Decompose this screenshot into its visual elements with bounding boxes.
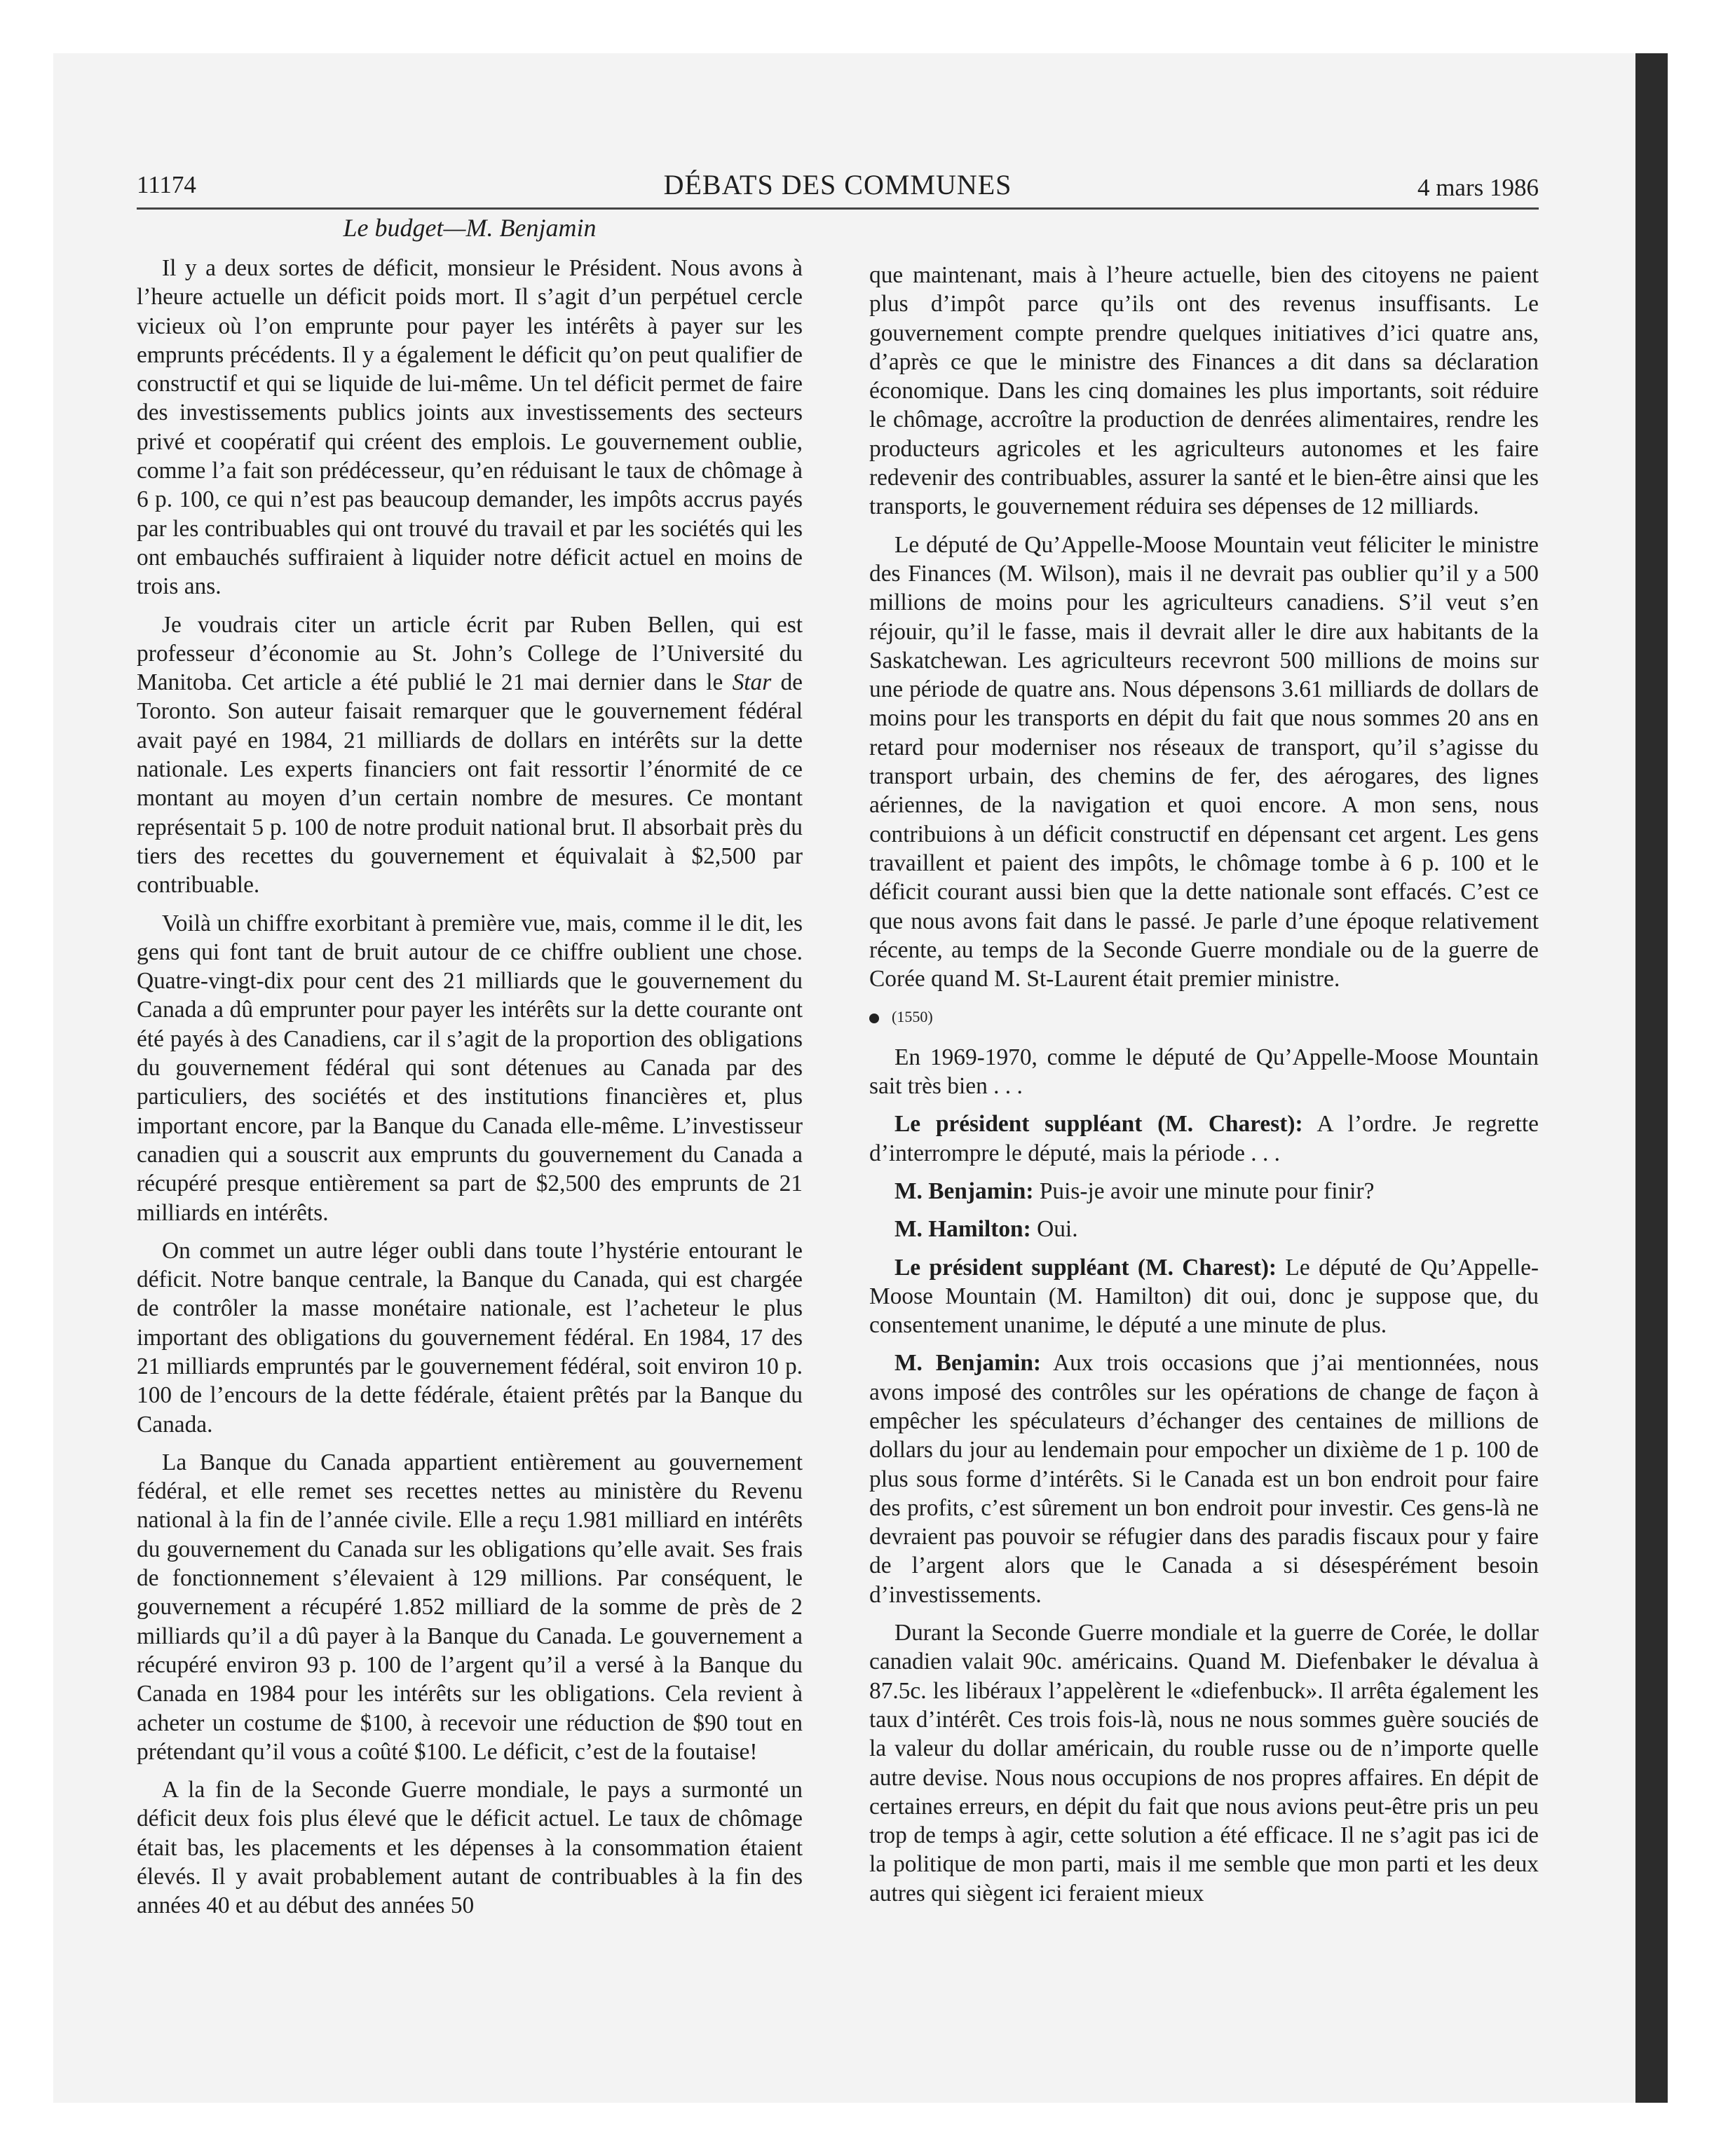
speech: M. Benjamin: Puis-je avoir une minute pour finir? [894, 1178, 1375, 1204]
speaker-name: M. Benjamin: [894, 1178, 1034, 1204]
paragraph: Il y a deux sortes de déficit, monsieur le Président. Nous avons à l’heure actuelle un déficit poids mort. Il s’agit d’un perpétuel cercle vicieux où l’on emprunte pour payer les intérêts à payer sur les emprunts précédents. Il y a également le déficit qu’on peut qualifier de constructif et qui se liquide de lui-même. Un tel déficit permet de faire des investissements publics joints aux investissements des secteurs privé et coopératif qui créent des emplois. Le gouvernement oublie, comme l’a fait son prédécesseur, qu’en réduisant le taux de chômage à 6 p. 100, ce qui n’est pas beaucoup demander, les impôts accrus payés par les contribuables qui ont trouvé du travail et par les sociétés qui les ont embauchés suffiraient à liquider notre déficit actuel en moins de trois ans. [137, 255, 803, 600]
speaker-name: Le président suppléant (M. Charest): [894, 1111, 1303, 1138]
bullet-icon [869, 1014, 879, 1023]
paragraph: que maintenant, mais à l’heure actuelle, bien des citoyens ne paient plus d’impôt parce qu’ils ont des revenus insuffisants. Le gouvernement compte prendre quelques initiatives d’ici quatre ans, d’après ce que le ministre des Finances a dit dans sa déclaration économique. Dans les cinq domaines les plus importants, soit réduire le chômage, accroître la production de denrées alimentaires, rendre les producteurs agricoles et les agriculteurs autonomes et les faire redevenir des contribuables, assurer la santé et le bien-être ainsi que les transports, le gouvernement réduira ses dépenses de 12 milliards. [869, 262, 1539, 520]
page-header [137, 168, 1539, 210]
speech: M. Benjamin: Aux trois occasions que j’ai mentionnées, nous avons imposé des contrôles sur les opérations de change de façon à empêcher les spéculateurs d’échanger des centaines de millions de dollars du jour au lendemain pour empocher un dixième de 1 p. 100 de plus sous forme d’intérêts. Si le Canada est un bon endroit pour faire des profits, c’est sûrement un bon endroit pour investir. Ces gens-là ne devraient pas pouvoir se réfugier dans des paradis fiscaux pour y faire de l’argent alors que le Canada a si désespérément besoin d’investissements. [869, 1350, 1539, 1608]
speech: Le président suppléant (M. Charest): A l’ordre. Je regrette d’interrompre le député, mais la période . . . [869, 1111, 1539, 1166]
left-column [137, 254, 803, 1930]
speaker-name: M. Benjamin: [894, 1350, 1042, 1377]
paragraph: A la fin de la Seconde Guerre mondiale, le pays a surmonté un déficit deux fois plus élevé que le déficit actuel. Le taux de chômage était bas, les placements et les dépenses à la consommation étaient élevés. Il y avait probablement autant de contribuables à la fin des années 40 et au début des années 50 [137, 1777, 803, 1919]
newspaper-name: Star [732, 669, 772, 696]
speech: M. Hamilton: Oui. [894, 1216, 1078, 1243]
page-number: 11174 [137, 171, 196, 198]
publication-title: DÉBATS DES COMMUNES [663, 169, 1012, 200]
paragraph: On commet un autre léger oubli dans toute l’hystérie entourant le déficit. Notre banque centrale, la Banque du Canada, qui est chargée de contrôler la masse monétaire nationale, est l’acheteur le plus important des obligations du gouvernement fédéral. En 1984, 17 des 21 milliards empruntés par le gouvernement fédéral, soit environ 10 p. 100 de l’encours de la dette fédérale, étaient prêtés par la Banque du Canada. [137, 1237, 803, 1438]
publication-date: 4 mars 1986 [1417, 174, 1539, 201]
speech: Le président suppléant (M. Charest): Le député de Qu’Appelle-Moose Mountain (M. Hamilton) dit oui, donc je suppose que, du consentement unanime, le député a une minute de plus. [869, 1254, 1539, 1339]
section-subheading: Le budget—M. Benjamin [343, 214, 597, 242]
speaker-name: Le président suppléant (M. Charest): [894, 1254, 1277, 1281]
paragraph: Je voudrais citer un article écrit par Ruben Bellen, qui est professeur d’économie au St. John’s College de l’Université du Manitoba. Cet article a été publié le 21 mai dernier dans le Star de Toronto. Son auteur faisait remarquer que le gouvernement fédéral avait payé en 1984, 21 milliards de dollars en intérêts sur la dette nationale. Les experts financiers ont fait ressortir l’énormité de ce montant au moyen d’un certain nombre de mesures. Ce montant représentait 5 p. 100 de notre produit national brut. Il absorbait près du tiers des recettes du gouvernement et équivalait à $2,500 par contribuable. [137, 611, 803, 899]
paragraph: Le député de Qu’Appelle-Moose Mountain veut féliciter le ministre des Finances (M. Wilson), mais il ne devrait pas oublier qu’il y a 500 millions de moins pour les agriculteurs canadiens. S’il veut s’en réjouir, qu’il le fasse, mais il devrait aller le dire aux habitants de la Saskatchewan. Les agriculteurs recevront 500 millions de moins sur une période de quatre ans. Nous dépensons 3.61 milliards de dollars de moins pour les transports en dépit du fait que nous sommes 20 ans en retard pour moderniser nos réseaux de transport, qu’il s’agisse du transport urbain, des chemins de fer, des aérogares, des lignes aériennes, de la navigation et quoi encore. A mon sens, nous contribuions à un déficit constructif en dépensant cet argent. Les gens travaillent et paient des impôts, le chômage tombe à 6 p. 100 et le déficit courant aussi bien que la dette nationale sont effacés. C’est ce que nous avons fait dans le passé. Je parle d’une époque relativement récente, au temps de la Seconde Guerre mondiale ou de la guerre de Corée quand M. St-Laurent était premier ministre. [869, 531, 1539, 992]
right-column [869, 261, 1539, 1917]
speaker-name: M. Hamilton: [894, 1216, 1031, 1243]
paragraph: Voilà un chiffre exorbitant à première vue, mais, comme il le dit, les gens qui font tant de bruit autour de ce chiffre oublient une chose. Quatre-vingt-dix pour cent des 21 milliards que le gouvernement du Canada a dû emprunter pour payer les intérêts sur la dette courante ont été payés à des Canadiens, car il s’agit de la proportion des obligations du gouvernement fédéral qui sont détenues au Canada par des particuliers, des sociétés et des institutions financières et, plus important encore, par la Banque du Canada elle-même. L’investisseur canadien qui a souscrit aux emprunts du gouvernement du Canada a récupéré presque entièrement sa part de $2,500 des emprunts de 21 milliards en intérêts. [137, 910, 803, 1226]
paragraph: Durant la Seconde Guerre mondiale et la guerre de Corée, le dollar canadien valait 90c. américains. Quand M. Diefenbaker le dévalua à 87.5c. les libéraux l’appelèrent le «diefenbuck». Il arrêta également les taux d’intérêt. Ces trois fois-là, nous ne nous sommes guère souciés de la valeur du dollar américain, du rouble russe ou de n’importe quelle autre devise. Nous nous occupions de nos propres affaires. En dépit de certaines erreurs, en dépit du fait que nous avions peut-être pris un peu trop de temps à agir, cette solution a été efficace. Il ne s’agit pas ici de la politique de mon parti, mais il me semble que mon parti et les deux autres qui siègent ici feraient mieux [869, 1620, 1539, 1906]
time-marker: (1550) [869, 1002, 1539, 1031]
paragraph: La Banque du Canada appartient entièrement au gouvernement fédéral, et elle remet ses recettes nettes au ministère du Revenu national à la fin de l’année civile. Elle a reçu 1.981 milliard en intérêts du gouvernement du Canada sur les obligations qu’elle avait. Ses frais de fonctionnement s’élevaient à 129 millions. Par conséquent, le gouvernement a récupéré 1.852 milliard de la somme de près de 2 milliards qu’il a dû payer à la Banque du Canada. Le gouvernement a récupéré environ 93 p. 100 de l’argent qu’il a versé à la Banque du Canada en 1984 pour les intérêts sur les obligations. Cela revient à acheter un costume de $100, à recevoir une réduction de $90 tout en prétendant qu’il vous a coûté $100. Le déficit, c’est de la foutaise! [137, 1449, 803, 1765]
paragraph: En 1969-1970, comme le député de Qu’Appelle-Moose Mountain sait très bien . . . [869, 1044, 1539, 1100]
scan-edge-bar [1635, 53, 1668, 2103]
